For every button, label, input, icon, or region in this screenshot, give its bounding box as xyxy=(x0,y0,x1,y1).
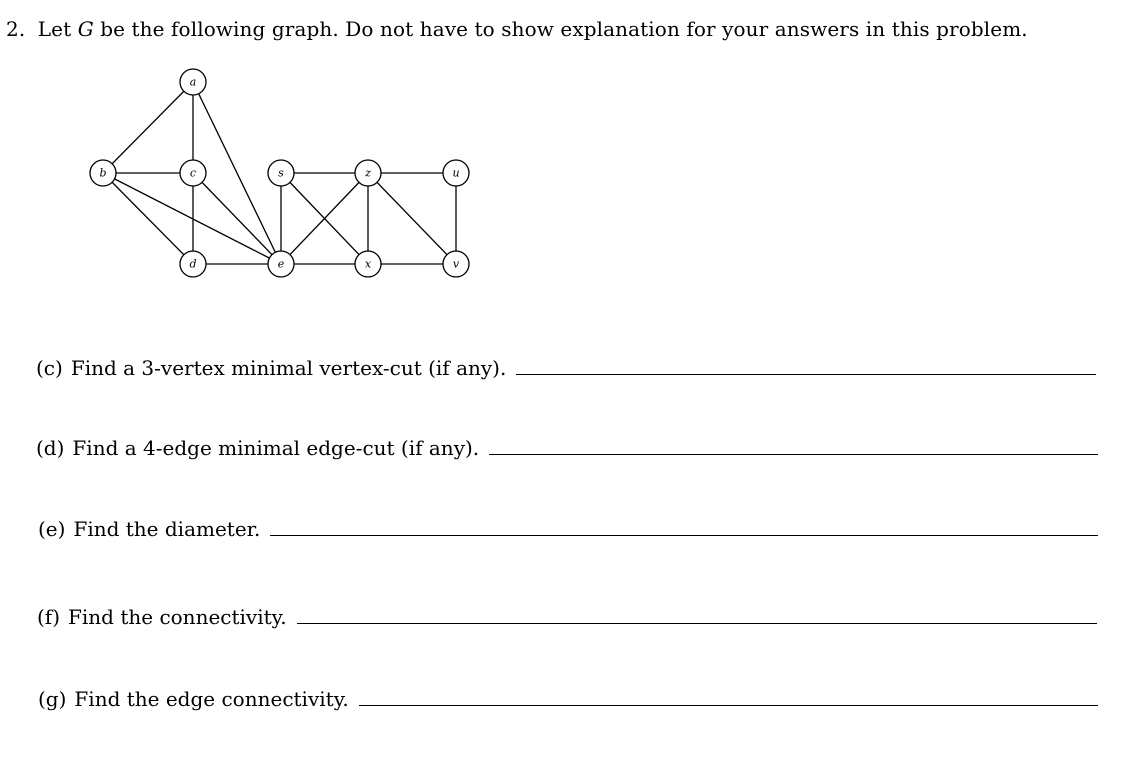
answer-line-d[interactable] xyxy=(489,454,1098,455)
edge-a-b xyxy=(103,82,193,173)
question-c-letter: (c) xyxy=(36,356,63,380)
question-c xyxy=(36,350,1096,380)
problem-text-lead: Let xyxy=(37,17,72,41)
vertex-c-label: c xyxy=(189,166,197,180)
question-e xyxy=(38,511,1098,541)
question-g-text: Find the edge connectivity. xyxy=(74,687,349,711)
edge-b-e xyxy=(103,173,281,264)
vertex-x-label: x xyxy=(364,257,372,271)
question-d-text: Find a 4-edge minimal edge-cut (if any). xyxy=(72,436,480,460)
vertex-s-label: s xyxy=(278,166,284,180)
question-f-letter: (f) xyxy=(37,605,61,629)
edge-z-v xyxy=(368,173,456,264)
vertex-v xyxy=(443,251,469,277)
vertex-s xyxy=(268,160,294,186)
edge-b-d xyxy=(103,173,193,264)
question-d-letter: (d) xyxy=(36,436,65,460)
question-g-letter: (g) xyxy=(38,687,67,711)
question-g xyxy=(38,681,1098,711)
vertex-u-label: u xyxy=(452,166,460,180)
vertex-d xyxy=(180,251,206,277)
question-e-text: Find the diameter. xyxy=(73,517,261,541)
vertex-z xyxy=(355,160,381,186)
question-f xyxy=(37,599,1097,629)
vertex-e-label: e xyxy=(277,257,285,271)
answer-line-g[interactable] xyxy=(359,705,1098,706)
problem-text-rest: be the following graph. Do not have to show explanation for your answers in this problem. xyxy=(100,17,1028,41)
vertex-a xyxy=(180,69,206,95)
vertex-a-label: a xyxy=(189,75,197,89)
answer-line-c[interactable] xyxy=(516,374,1096,375)
vertex-v-label: v xyxy=(452,257,460,271)
vertex-b xyxy=(90,160,116,186)
vertex-u xyxy=(443,160,469,186)
answer-line-e[interactable] xyxy=(270,535,1098,536)
question-f-text: Find the connectivity. xyxy=(68,605,287,629)
vertex-b-label: b xyxy=(99,166,107,180)
problem-number: 2. xyxy=(6,17,26,41)
edge-c-e xyxy=(193,173,281,264)
vertex-x xyxy=(355,251,381,277)
vertex-d-label: d xyxy=(189,257,197,271)
question-e-letter: (e) xyxy=(38,517,66,541)
question-d xyxy=(36,430,1098,460)
vertex-e xyxy=(268,251,294,277)
answer-line-f[interactable] xyxy=(297,623,1097,624)
vertex-c xyxy=(180,160,206,186)
vertex-z-label: z xyxy=(365,166,371,180)
question-c-text: Find a 3-vertex minimal vertex-cut (if any). xyxy=(70,356,507,380)
graph-variable: G xyxy=(77,17,94,41)
